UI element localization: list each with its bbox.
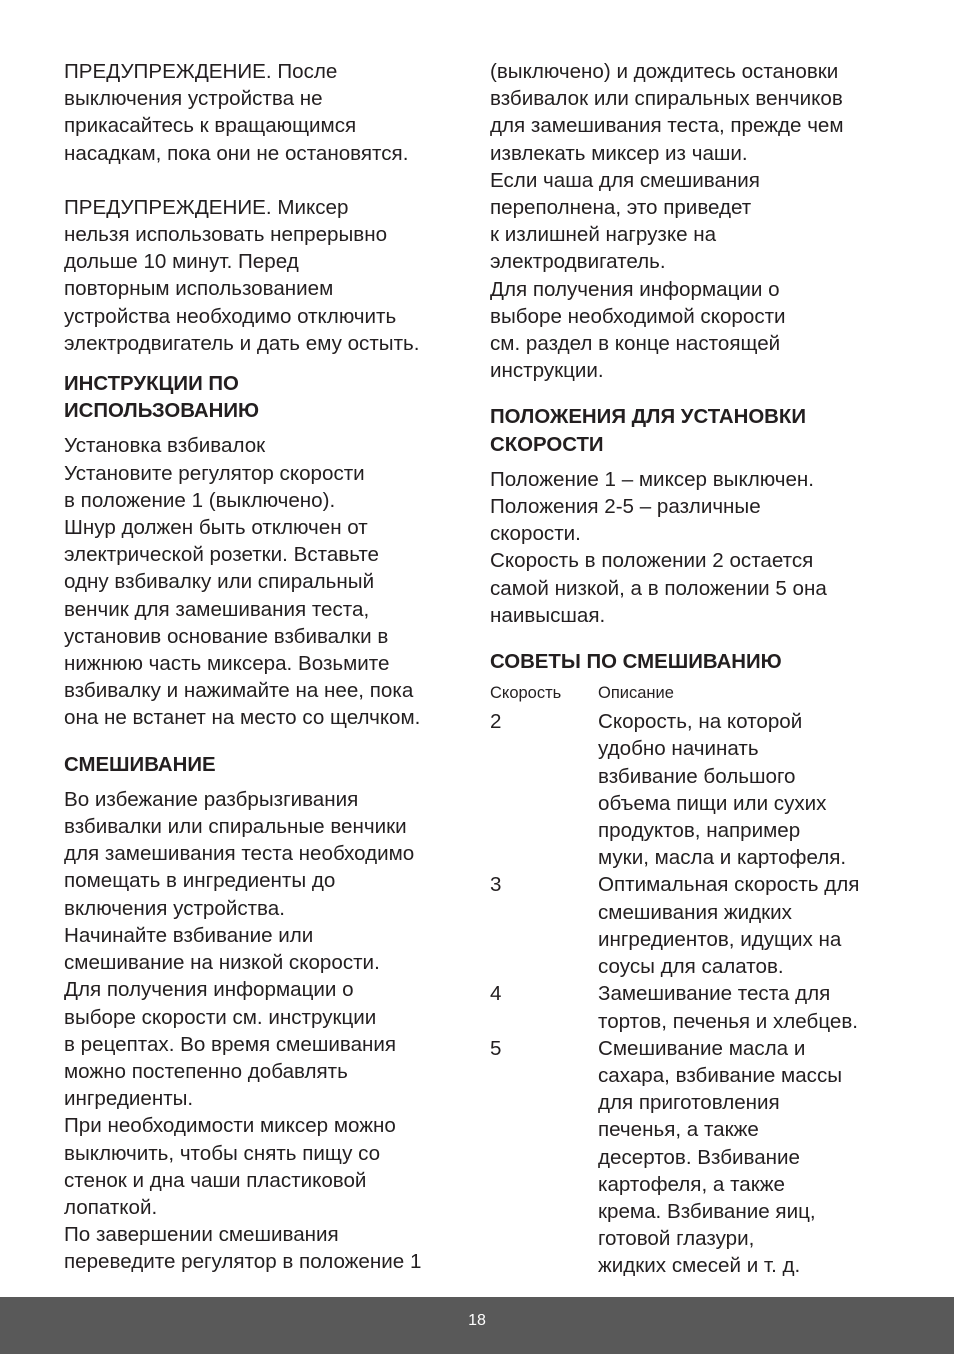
instructions-text: Установка взбивалок Установите регулятор скорости в положение 1 (выключено). Шнур должен быть отключен от электрической розетки. Вставьте одну взбивалку или спиральный венчик для замешивания теста, установив основание взбивалки в нижнюю часть миксера. Возьмите взбивалку и нажимайте на нее, пока она не встанет на место со щелчком. <box>64 434 421 730</box>
row-description: Смешивание масла и сахара, взбивание массы для приготовления печенья, а также десертов. Взбивание картофеля, а также крема. Взбивание яиц, готовой глазури, жидких смесей и т. д. <box>598 1036 843 1278</box>
row-description: Замешивание теста для тортов, печенья и хлебцев. <box>598 982 859 1033</box>
table-row <box>490 708 895 871</box>
table-row <box>490 871 895 980</box>
table-header <box>490 683 895 703</box>
table-row <box>490 1035 895 1280</box>
speed-settings-section <box>490 404 895 629</box>
mixing-tips-section <box>490 649 895 1279</box>
row-speed: 5 <box>490 1036 502 1060</box>
continuation-text: (выключено) и дождитесь остановки взбивалок или спиральных венчиков для замешивания теста, прежде чем извлекать миксер из чаши. Если чаша для смешивания переполнена, это приведет к излишней нагрузке на электродвигатель. Для получения информации о выборе необходимой скорости см. раздел в конце настоящей инструкции. <box>490 60 844 383</box>
instructions-section <box>64 371 469 732</box>
mixing-heading: СМЕШИВАНИЕ <box>64 753 216 776</box>
left-column <box>64 58 469 1276</box>
page-number: 18 <box>468 1312 486 1329</box>
mixing-tips-heading: СОВЕТЫ ПО СМЕШИВАНИЮ <box>490 651 782 674</box>
row-description: Скорость, на которой удобно начинать взбивание большого объема пищи или сухих продуктов, например муки, масла и картофеля. <box>598 710 847 870</box>
speed-settings-heading: ПОЛОЖЕНИЯ ДЛЯ УСТАНОВКИ СКОРОСТИ <box>490 406 807 456</box>
header-description: Описание <box>598 684 674 703</box>
mixing-tips-table <box>490 683 895 1279</box>
row-description: Оптимальная скорость для смешивания жидких ингредиентов, идущих на соусы для салатов. <box>598 873 860 979</box>
mixing-text: Во избежание разбрызгивания взбивалки или спиральные венчики для замешивания теста необходимо помещать в ингредиенты до включения устройства. Начинайте взбивание или смешивание на низкой скорости. Для получения информации о выборе скорости см. инструкции в рецептах. Во время смешивания можно постепенно добавлять ингредиенты. При необходимости миксер можно выключить, чтобы снять пищу со стенок и дна чаши пластиковой лопаткой. По завершении смешивания переведите регулятор в положение 1 <box>64 787 422 1274</box>
row-speed: 3 <box>490 873 502 897</box>
instructions-heading: ИНСТРУКЦИИ ПО ИСПОЛЬЗОВАНИЮ <box>64 373 260 423</box>
row-speed: 2 <box>490 710 502 734</box>
row-speed: 4 <box>490 982 502 1006</box>
page-footer-bar <box>0 1297 954 1354</box>
warning-stop-attachments: ПРЕДУПРЕЖДЕНИЕ. После выключения устройства не прикасайтесь к вращающимся насадкам, пока они не остановятся. <box>64 60 409 165</box>
table-row <box>490 980 895 1034</box>
warning-continuous-use: ПРЕДУПРЕЖДЕНИЕ. Миксер нельзя использовать непрерывно дольше 10 минут. Перед повторным использованием устройства необходимо отключить электродвигатель и дать ему остыть. <box>64 195 420 355</box>
mixing-section <box>64 752 469 1276</box>
speed-settings-text: Положение 1 – миксер выключен. Положения 2-5 – различные скорости. Скорость в положении 2 остается самой низкой, а в положении 5 она наивысшая. <box>490 467 827 627</box>
right-column <box>490 58 895 1280</box>
header-speed: Скорость <box>490 684 562 703</box>
